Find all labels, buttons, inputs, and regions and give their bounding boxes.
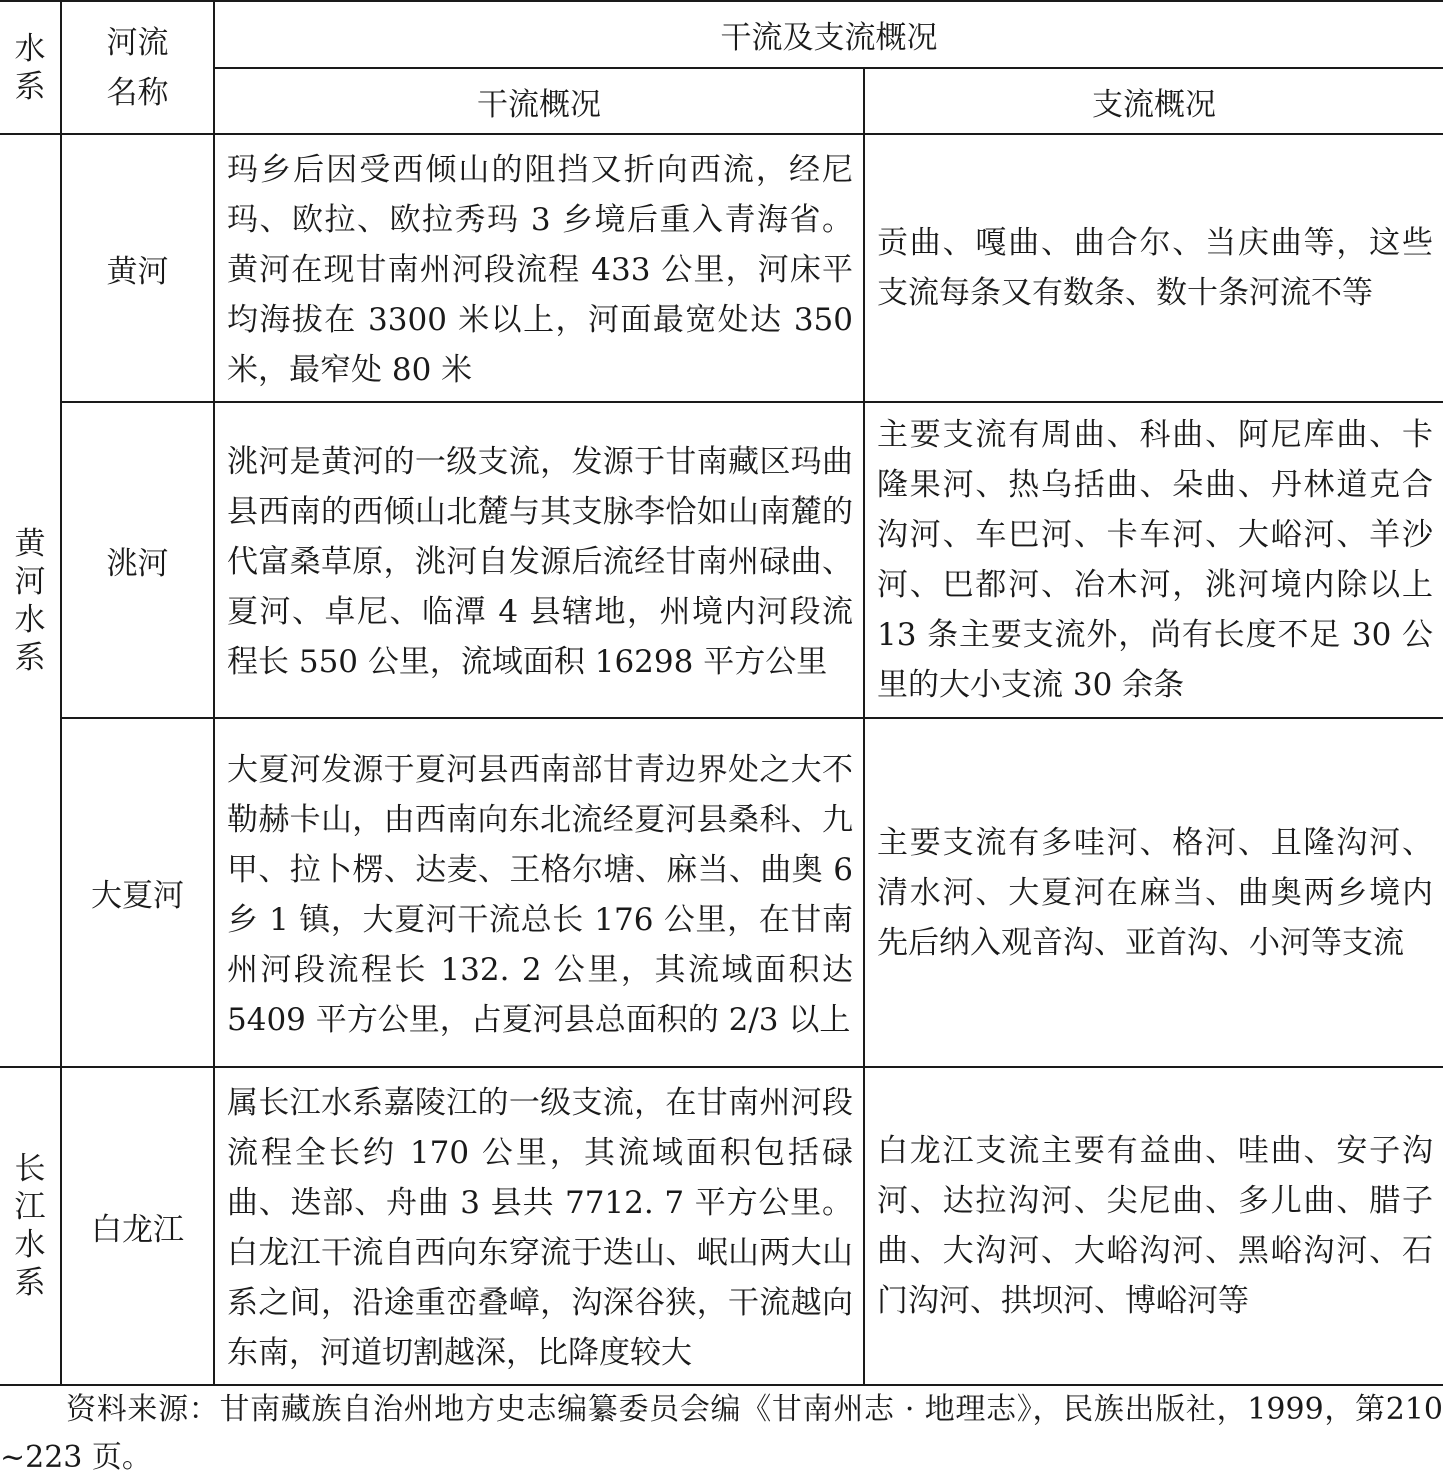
tributaries-cell: 贡曲、嘎曲、曲合尔、当庆曲等，这些支流每条又有数条、数十条河流不等	[864, 134, 1443, 402]
tributaries-cell: 主要支流有多哇河、格河、且隆沟河、清水河、大夏河在麻当、曲奥两乡境内先后纳入观音沟、亚首沟、小河等支流	[864, 718, 1443, 1067]
main-stream-cell: 玛乡后因受西倾山的阻挡又折向西流，经尼玛、欧拉、欧拉秀玛 3 乡境后重入青海省。黄河在现甘南州河段流程 433 公里，河床平均海拔在 3300 米以上，河面最宽处达 350 米，最窄处 80 米	[214, 134, 864, 402]
tributaries-cell: 白龙江支流主要有益曲、哇曲、安子沟河、达拉沟河、尖尼曲、多儿曲、腊子曲、大沟河、大峪沟河、黑峪沟河、石门沟河、拱坝河、博峪河等	[864, 1067, 1443, 1385]
water-system-cell: 长江水系	[0, 1067, 61, 1385]
header-row-1	[0, 1, 1443, 68]
header-row-2	[0, 68, 1443, 134]
table-row	[0, 1067, 1443, 1385]
header-tributaries: 支流概况	[864, 68, 1443, 134]
main-stream-cell: 洮河是黄河的一级支流，发源于甘南藏区玛曲县西南的西倾山北麓与其支脉李恰如山南麓的代富桑草原，洮河自发源后流经甘南州碌曲、夏河、卓尼、临潭 4 县辖地，州境内河段流程长 550 公里，流域面积 16298 平方公里	[214, 402, 864, 718]
water-system-cell: 黄河水系	[0, 134, 61, 1067]
header-main-stream: 干流概况	[214, 68, 864, 134]
table-row	[0, 718, 1443, 1067]
source-note: 资料来源：甘南藏族自治州地方史志编纂委员会编《甘南州志 · 地理志》，民族出版社，1999，第210 ~223 页。	[0, 1392, 1443, 1475]
table-row	[0, 402, 1443, 718]
table-row	[0, 134, 1443, 402]
header-river-name: 河流名称	[61, 1, 214, 134]
header-overview: 干流及支流概况	[214, 1, 1443, 68]
river-name-cell: 大夏河	[61, 718, 214, 1067]
river-name-cell: 洮河	[61, 402, 214, 718]
tributaries-cell: 主要支流有周曲、科曲、阿尼库曲、卡隆果河、热乌括曲、朵曲、丹林道克合沟河、车巴河、卡车河、大峪河、羊沙河、巴都河、冶木河，洮河境内除以上 13 条主要支流外，尚有长度不足 30 公里的大小支流 30 余条	[864, 402, 1443, 718]
main-stream-cell: 大夏河发源于夏河县西南部甘青边界处之大不勒赫卡山，由西南向东北流经夏河县桑科、九甲、拉卜楞、达麦、王格尔塘、麻当、曲奥 6 乡 1 镇，大夏河干流总长 176 公里，在甘南州河段流程长 132. 2 公里，其流域面积达 5409 平方公里，占夏河县总面积的 2/3 以上	[214, 718, 864, 1067]
main-stream-cell: 属长江水系嘉陵江的一级支流，在甘南州河段流程全长约 170 公里，其流域面积包括碌曲、迭部、舟曲 3 县共 7712. 7 平方公里。白龙江干流自西向东穿流于迭山、岷山两大山系之间，沿途重峦叠嶂，沟深谷狭，干流越向东南，河道切割越深，比降度较大	[214, 1067, 864, 1385]
river-name-cell: 黄河	[61, 134, 214, 402]
header-water-system: 水系	[0, 1, 61, 134]
river-name-cell: 白龙江	[61, 1067, 214, 1385]
